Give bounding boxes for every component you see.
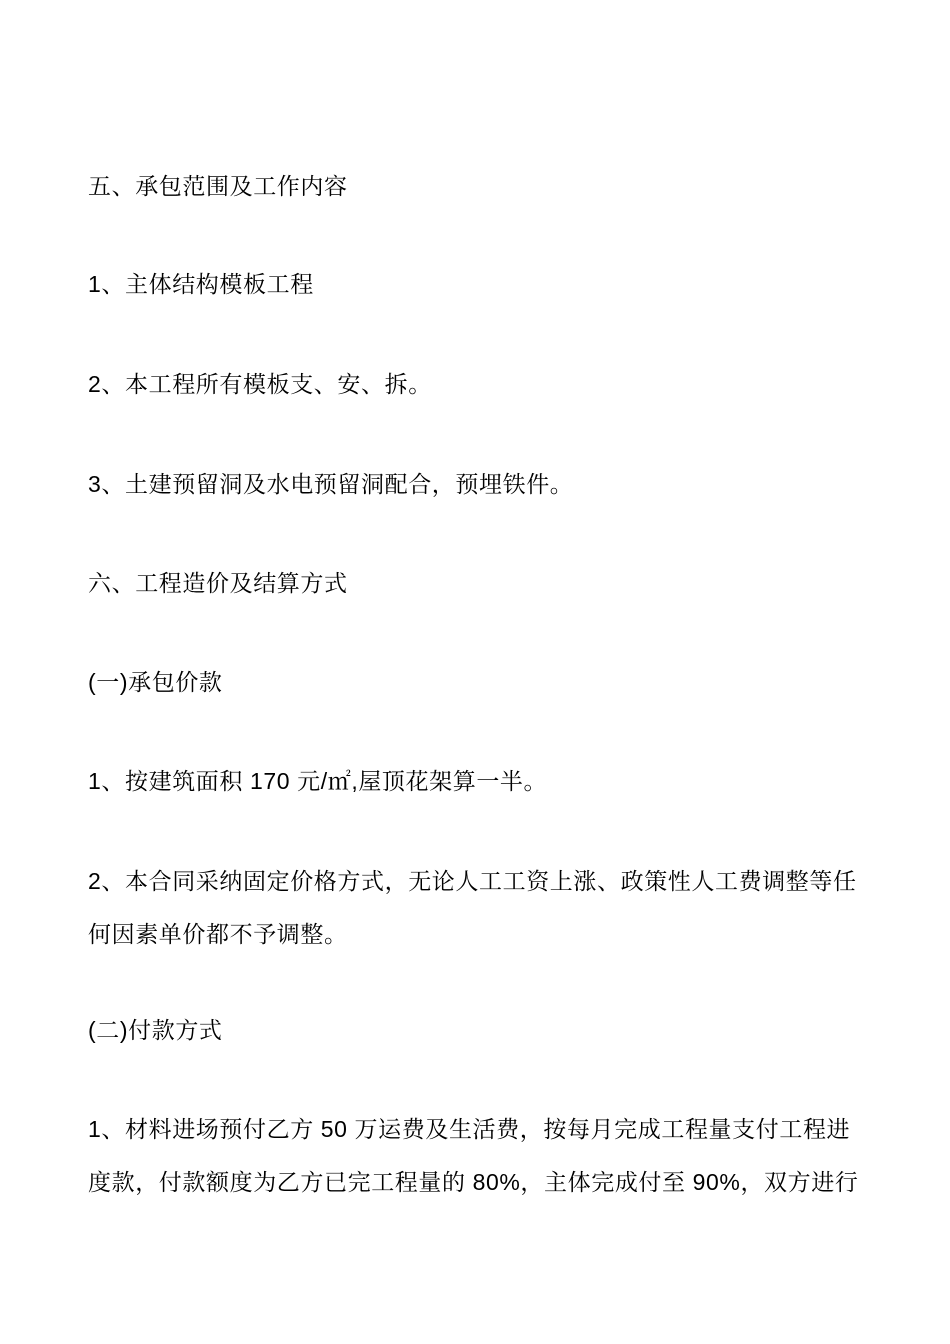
scope-item-3: 3、土建预留洞及水电预留洞配合，预埋铁件。	[88, 471, 574, 497]
scope-item-1: 1、主体结构模板工程	[88, 271, 314, 297]
section-heading-price: 六、工程造价及结算方式	[88, 570, 348, 596]
scope-item-2: 2、本工程所有模板支、安、拆。	[88, 371, 432, 397]
section-heading-scope: 五、承包范围及工作内容	[88, 173, 348, 199]
price-item-1: 1、按建筑面积 170 元/㎡,屋顶花架算一半。	[88, 768, 548, 794]
subsection-heading-payment: (二)付款方式	[88, 1017, 223, 1043]
payment-item-1: 1、材料进场预付乙方 50 万运费及生活费，按每月完成工程量支付工程进度款，付款额度为乙方已完工程量的 80%，主体完成付至 90%，双方进行	[88, 1116, 859, 1195]
price-item-2: 2、本合同采纳固定价格方式，无论人工工资上涨、政策性人工费调整等任何因素单价都不予调整。	[88, 868, 857, 947]
subsection-heading-contract-price: (一)承包价款	[88, 669, 223, 695]
